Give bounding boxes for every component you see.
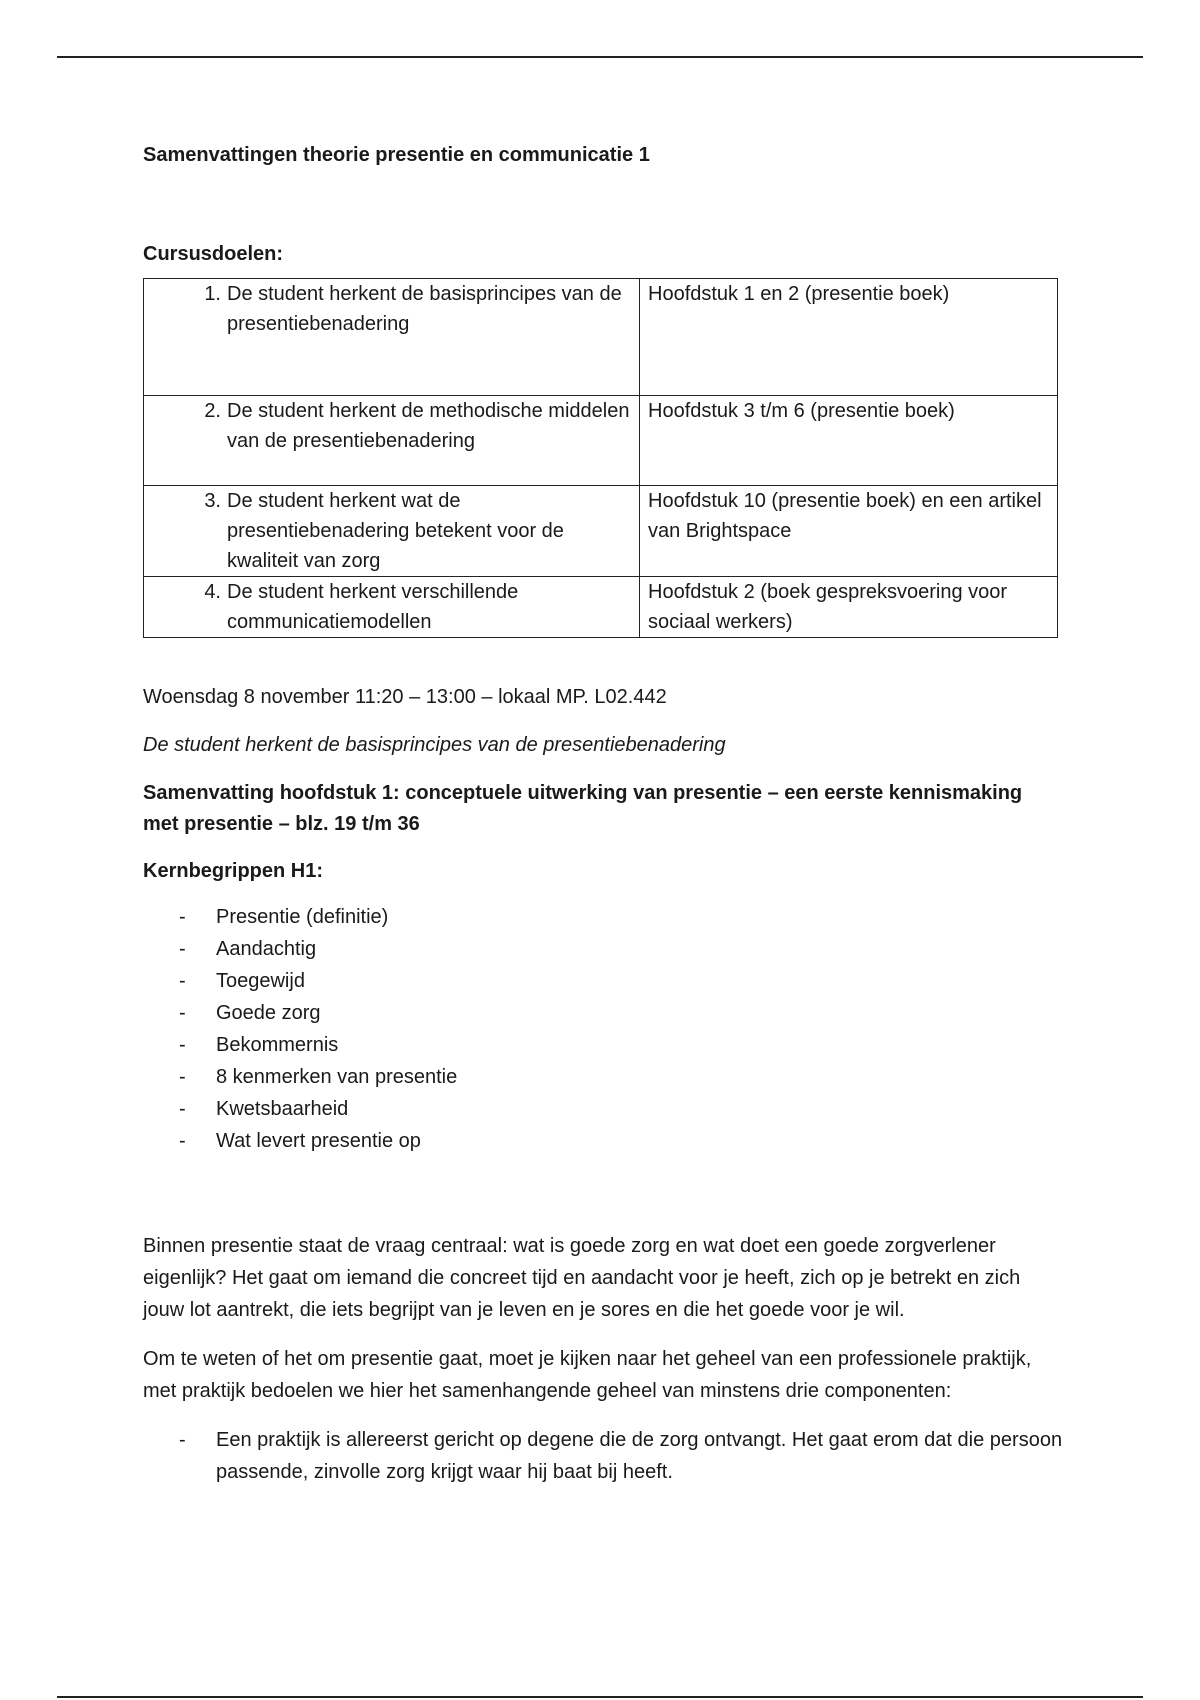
- list-item: [143, 1029, 1063, 1061]
- paragraph: Binnen presentie staat de vraag centraal: wat is goede zorg en wat doet een goede zorgverlener eigenlijk? Het gaat om iemand die concreet tijd en aandacht voor je heeft, zich op je betrekt en zich jouw lot aantrekt, die iets begrijpt van je leven en je sores en die het goede voor je wil.: [143, 1235, 1021, 1321]
- dash-bullet: -: [179, 970, 186, 992]
- concept-text: Aandachtig: [216, 938, 317, 960]
- dash-bullet: -: [179, 906, 186, 928]
- dash-bullet: -: [179, 1034, 186, 1056]
- goal-row: [144, 396, 1058, 486]
- header-rule: [57, 56, 1143, 58]
- goal-source: Hoofdstuk 1 en 2 (presentie boek): [640, 279, 1058, 396]
- concept-text: 8 kenmerken van presentie: [216, 1066, 458, 1088]
- dash-bullet: -: [179, 1002, 186, 1024]
- list-item: [143, 1125, 1063, 1157]
- list-item: [143, 1093, 1063, 1125]
- session-goal: De student herkent de basisprincipes van de presentiebenadering: [143, 734, 726, 756]
- goal-row: [144, 279, 1058, 396]
- concept-text: Wat levert presentie op: [216, 1130, 421, 1152]
- dash-bullet: -: [179, 1066, 186, 1088]
- goal-number: 3.: [204, 490, 221, 512]
- goal-number: 2.: [204, 400, 221, 422]
- goal-cell: [144, 396, 640, 486]
- goal-text: De student herkent verschillende communicatiemodellen: [227, 581, 519, 633]
- goal-number: 1.: [204, 283, 221, 305]
- list-item: [143, 933, 1063, 965]
- course-goals-heading: Cursusdoelen:: [143, 243, 284, 265]
- document-body: [143, 140, 1063, 1488]
- goal-text: De student herkent wat de presentiebenadering betekent voor de kwaliteit van zorg: [227, 490, 564, 572]
- course-goals-table: [143, 278, 1058, 638]
- key-concepts-list: [143, 901, 1063, 1157]
- dash-bullet: -: [179, 1429, 186, 1451]
- dash-bullet: -: [179, 1130, 186, 1152]
- list-item: [143, 965, 1063, 997]
- goal-cell: [144, 486, 640, 577]
- goal-source: Hoofdstuk 10 (presentie boek) en een artikel van Brightspace: [640, 486, 1058, 577]
- components-list: [143, 1424, 1063, 1488]
- goal-cell: [144, 279, 640, 396]
- goal-text: De student herkent de basisprincipes van de presentiebenadering: [227, 283, 622, 335]
- key-concepts-heading: Kernbegrippen H1:: [143, 860, 324, 882]
- session-info: Woensdag 8 november 11:20 – 13:00 – lokaal MP. L02.442: [143, 686, 667, 708]
- goal-cell: [144, 577, 640, 638]
- footer-rule: [57, 1696, 1143, 1698]
- goal-number: 4.: [204, 581, 221, 603]
- document-title: Samenvattingen theorie presentie en communicatie 1: [143, 144, 650, 166]
- goal-text: De student herkent de methodische middelen van de presentiebenadering: [227, 400, 630, 452]
- concept-text: Toegewijd: [216, 970, 305, 992]
- concept-text: Goede zorg: [216, 1002, 321, 1024]
- component-text: Een praktijk is allereerst gericht op degene die de zorg ontvangt. Het gaat erom dat die persoon passende, zinvolle zorg krijgt waar hij baat bij heeft.: [216, 1429, 1063, 1483]
- concept-text: Presentie (definitie): [216, 906, 389, 928]
- dash-bullet: -: [179, 1098, 186, 1120]
- concept-text: Kwetsbaarheid: [216, 1098, 349, 1120]
- chapter-heading: Samenvatting hoofdstuk 1: conceptuele uitwerking van presentie – een eerste kennismaking met presentie – blz. 19 t/m 36: [143, 782, 1023, 835]
- paragraph: Om te weten of het om presentie gaat, moet je kijken naar het geheel van een professionele praktijk, met praktijk bedoelen we hier het samenhangende geheel van minstens drie componenten:: [143, 1348, 1032, 1402]
- concept-text: Bekommernis: [216, 1034, 339, 1056]
- goal-source: Hoofdstuk 2 (boek gespreksvoering voor sociaal werkers): [640, 577, 1058, 638]
- goal-row: [144, 486, 1058, 577]
- list-item: [143, 901, 1063, 933]
- list-item: [143, 997, 1063, 1029]
- goal-row: [144, 577, 1058, 638]
- dash-bullet: -: [179, 938, 186, 960]
- goal-source: Hoofdstuk 3 t/m 6 (presentie boek): [640, 396, 1058, 486]
- list-item: [143, 1424, 1063, 1488]
- list-item: [143, 1061, 1063, 1093]
